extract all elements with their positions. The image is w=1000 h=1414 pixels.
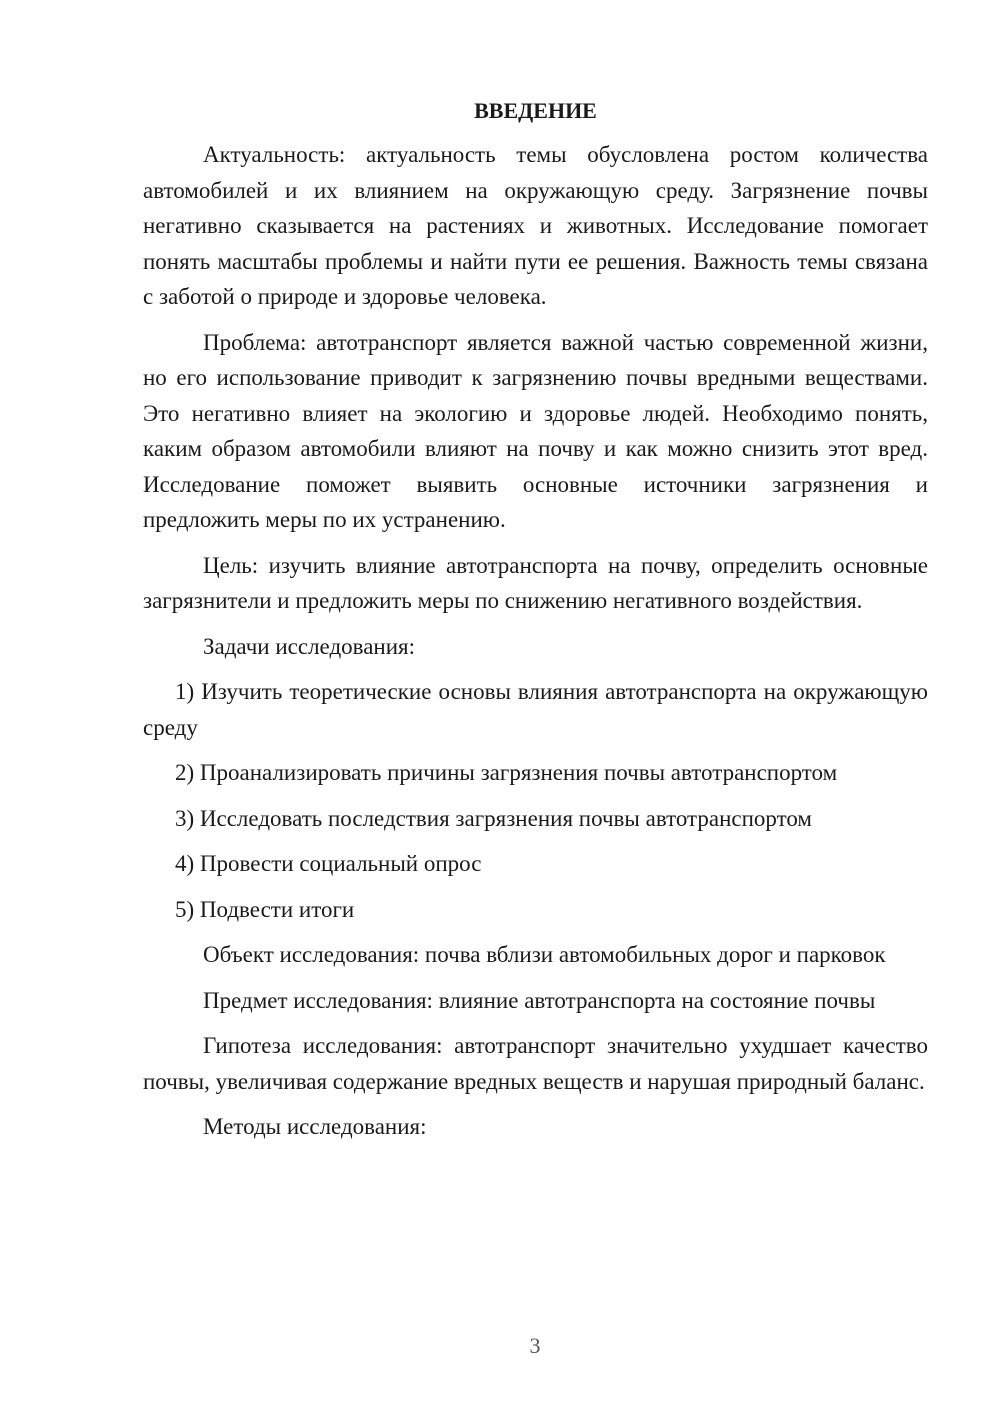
task-item-1: 1) Изучить теоретические основы влияния автотранспорта на окружающую среду <box>143 679 928 740</box>
task-item-4: 4) Провести социальный опрос <box>175 851 482 876</box>
page-content <box>143 96 928 1155</box>
hypothesis-paragraph: Гипотеза исследования: автотранспорт значительно ухудшает качество почвы, увеличивая содержание вредных веществ и нарушая природный баланс. <box>143 1033 928 1094</box>
task-item-3: 3) Исследовать последствия загрязнения почвы автотранспортом <box>175 805 812 831</box>
task-item-5: 5) Подвести итоги <box>175 896 355 922</box>
goal-paragraph: Цель: изучить влияние автотранспорта на почву, определить основные загрязнители и предложить меры по снижению негативного воздействия. <box>143 552 928 613</box>
task-item-2: 2) Проанализировать причины загрязнения почвы автотранспортом <box>175 760 838 785</box>
object-paragraph: Объект исследования: почва вблизи автомобильных дорог и парковок <box>203 942 886 967</box>
tasks-heading: Задачи исследования: <box>203 633 416 659</box>
section-title: ВВЕДЕНИЕ <box>474 98 597 123</box>
methods-heading: Методы исследования: <box>203 1114 427 1139</box>
subject-paragraph: Предмет исследования: влияние автотранспорта на состояние почвы <box>203 987 876 1013</box>
page-number: 3 <box>529 1333 541 1358</box>
problem-paragraph: Проблема: автотранспорт является важной частью современной жизни, но его использование приводит к загрязнению почвы вредными веществами. Это негативно влияет на экологию и здоровье людей. Необходимо понять, каким образом автомобили влияют на почву и как можно снизить этот вред. Исследование поможет выявить основные источники загрязнения и предложить меры по их устранению. <box>143 329 928 532</box>
relevance-paragraph: Актуальность: актуальность темы обусловлена ростом количества автомобилей и их влиянием на окружающую среду. Загрязнение почвы негативно сказывается на растениях и животных. Исследование помогает понять масштабы проблемы и найти пути ее решения. Важность темы связана с заботой о природе и здоровье человека. <box>143 142 928 309</box>
